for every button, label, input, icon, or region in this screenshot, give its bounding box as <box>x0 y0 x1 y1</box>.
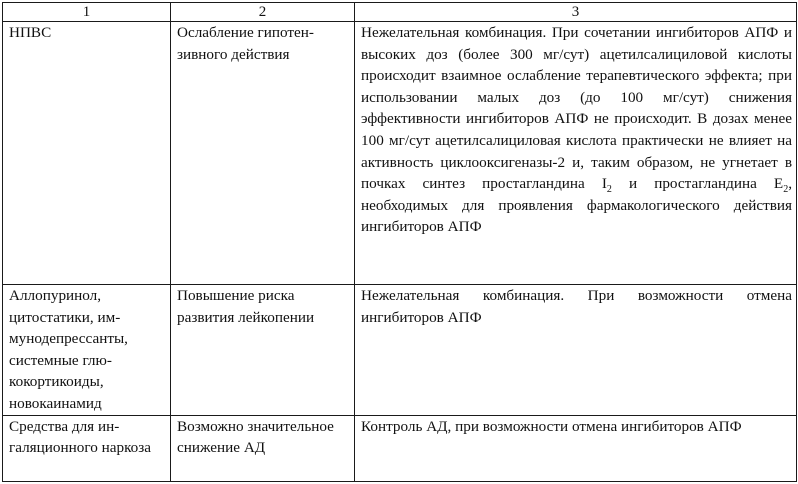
drug-name: Аллопуринол, цитостатики, иммунодепрессанты, системные глюкокортикоиды, новокаинамид <box>9 287 128 412</box>
comment-part-2: и простагландина E <box>611 175 784 193</box>
comment-part-1: Нежелательная комбинация. При сочетании ингибиторов АПФ и высоких доз (более 300 мг/сут) ацетилсалициловой кислоты происходит взаимное ослабление терапевтического эффекта; при использовании малых доз (до 100 мг/сут) снижения эффективности ингибиторов АПФ не происходит. В дозах менее 100 мг/сут ацетилсалициловая кислота практически не влияет на активность циклооксигеназы-2 и, таким образом, не угнетает в почках синтез простагландина I <box>361 24 792 193</box>
table-row <box>3 22 797 285</box>
drug-name: Средства для ингаляционного наркоза <box>9 417 152 457</box>
drug-cell <box>3 285 171 416</box>
header-col-2: 2 <box>171 3 355 22</box>
comment-text: Контроль АД, при возможности отмена ингибиторов АПФ <box>361 417 742 435</box>
header-col-1: 1 <box>3 3 171 22</box>
drug-name: НПВС <box>9 24 52 41</box>
effect-cell <box>171 285 355 416</box>
table-row <box>3 415 797 481</box>
subscript-2: 2 <box>783 184 789 196</box>
effect-cell <box>171 415 355 481</box>
comment-cell <box>355 285 797 416</box>
effect-text: Возможно значительное снижение АД <box>177 417 334 457</box>
effect-cell <box>171 22 355 285</box>
effect-text: Ослабление гипотензивного действия <box>177 24 314 63</box>
drug-interaction-table <box>2 2 797 482</box>
table-row <box>3 285 797 416</box>
table-header-row <box>3 3 797 22</box>
comment-text <box>361 22 792 238</box>
drug-cell <box>3 415 171 481</box>
effect-text: Повышение риска развития лейкопении <box>177 287 315 326</box>
comment-cell <box>355 415 797 481</box>
drug-cell <box>3 22 171 285</box>
header-col-3: 3 <box>355 3 797 22</box>
comment-part-3: , необходимых для проявления фармакологического действия ингибиторов АПФ <box>361 175 792 236</box>
subscript-1: 2 <box>606 184 612 196</box>
comment-text: Нежелательная комбинация. При возможности отмена ингибиторов АПФ <box>361 287 792 326</box>
comment-cell <box>355 22 797 285</box>
